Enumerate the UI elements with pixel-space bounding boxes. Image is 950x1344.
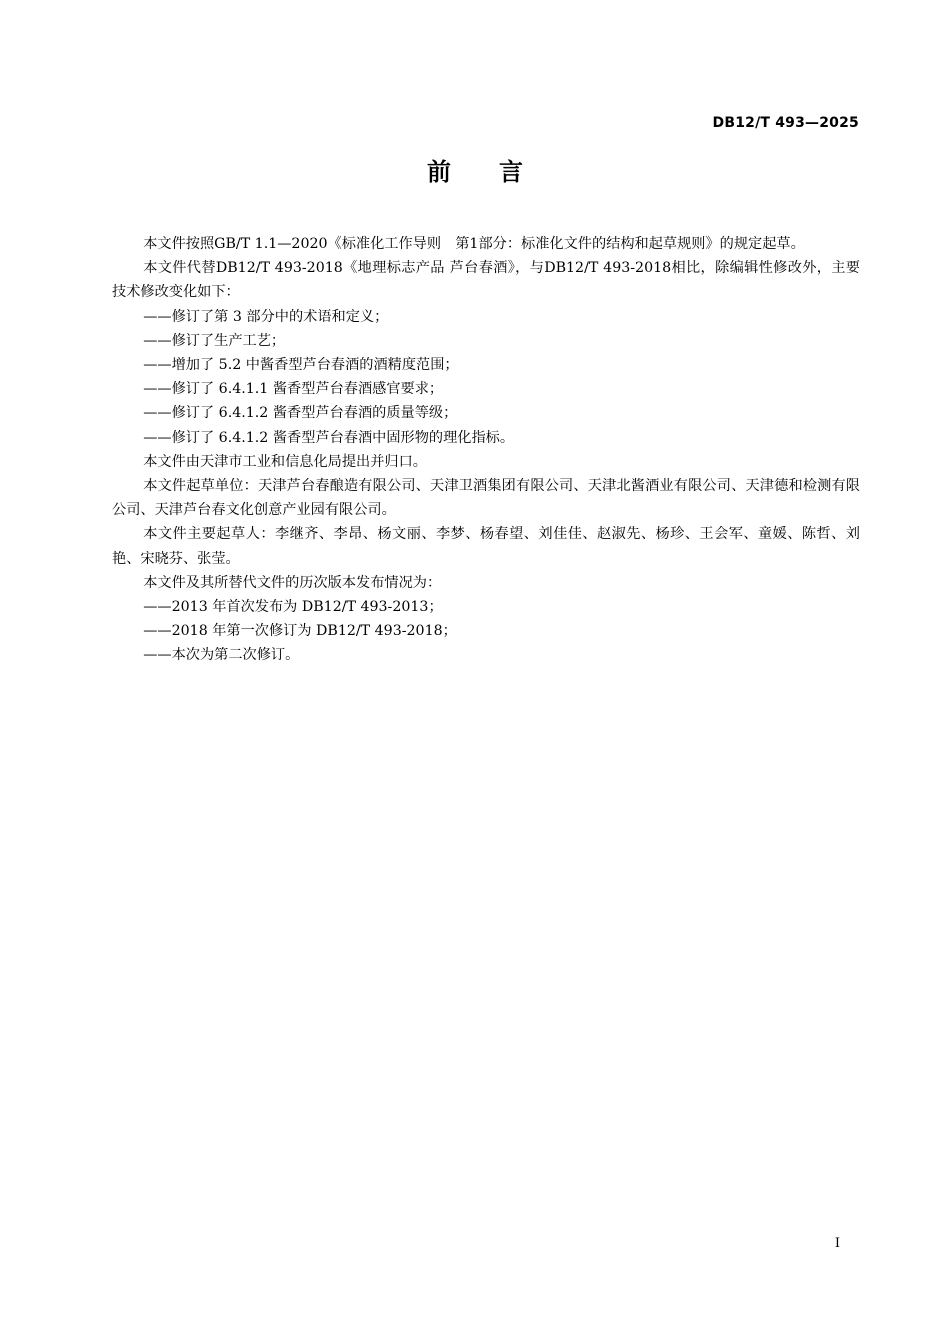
paragraph-drafting-units: 本文件起草单位：天津芦台春酿造有限公司、天津卫酒集团有限公司、天津北酱酒业有限公司、天津德和检测有限公司、天津芦台春文化创意产业园有限公司。 xyxy=(112,478,860,519)
change-item-grade: ——修订了 6.4.1.2 酱香型芦台春酒的质量等级； xyxy=(143,405,458,422)
change-item-terms: ——修订了第 3 部分中的术语和定义； xyxy=(143,308,389,325)
paragraph-replacement: 本文件代替DB12/T 493-2018《地理标志产品 芦台春酒》，与DB12/T 493-2018相比，除编辑性修改外，主要技术修改变化如下： xyxy=(112,260,860,301)
document-number: DB12/T 493—2025 xyxy=(712,115,859,131)
page-title: 前 言 xyxy=(427,158,523,186)
paragraph-drafters: 本文件主要起草人：李继齐、李昂、杨文丽、李梦、杨春望、刘佳佳、赵淑先、杨珍、王会军、童媛、陈哲、刘艳、宋晓芬、张莹。 xyxy=(112,526,860,567)
paragraph-proposer: 本文件由天津市工业和信息化局提出并归口。 xyxy=(143,453,427,470)
paragraph-drafting-rules: 本文件按照GB/T 1.1—2020《标准化工作导则 第1部分：标准化文件的结构和起草规则》的规定起草。 xyxy=(143,236,805,252)
history-item-2018: ——2018 年第一次修订为 DB12/T 493-2018； xyxy=(143,623,457,640)
change-item-process: ——修订了生产工艺； xyxy=(143,332,286,349)
foreword-body xyxy=(112,232,860,668)
change-item-sensory: ——修订了 6.4.1.1 酱香型芦台春酒感官要求； xyxy=(143,381,444,398)
change-item-alcohol: ——增加了 5.2 中酱香型芦台春酒的酒精度范围； xyxy=(143,357,459,374)
paragraph-history: 本文件及其所替代文件的历次版本发布情况为： xyxy=(143,574,442,591)
history-item-2013: ——2013 年首次发布为 DB12/T 493-2013； xyxy=(143,599,443,616)
history-item-current: ——本次为第二次修订。 xyxy=(143,647,300,664)
change-item-solids: ——修订了 6.4.1.2 酱香型芦台春酒中固形物的理化指标。 xyxy=(143,429,515,446)
page-number: I xyxy=(834,1236,840,1251)
